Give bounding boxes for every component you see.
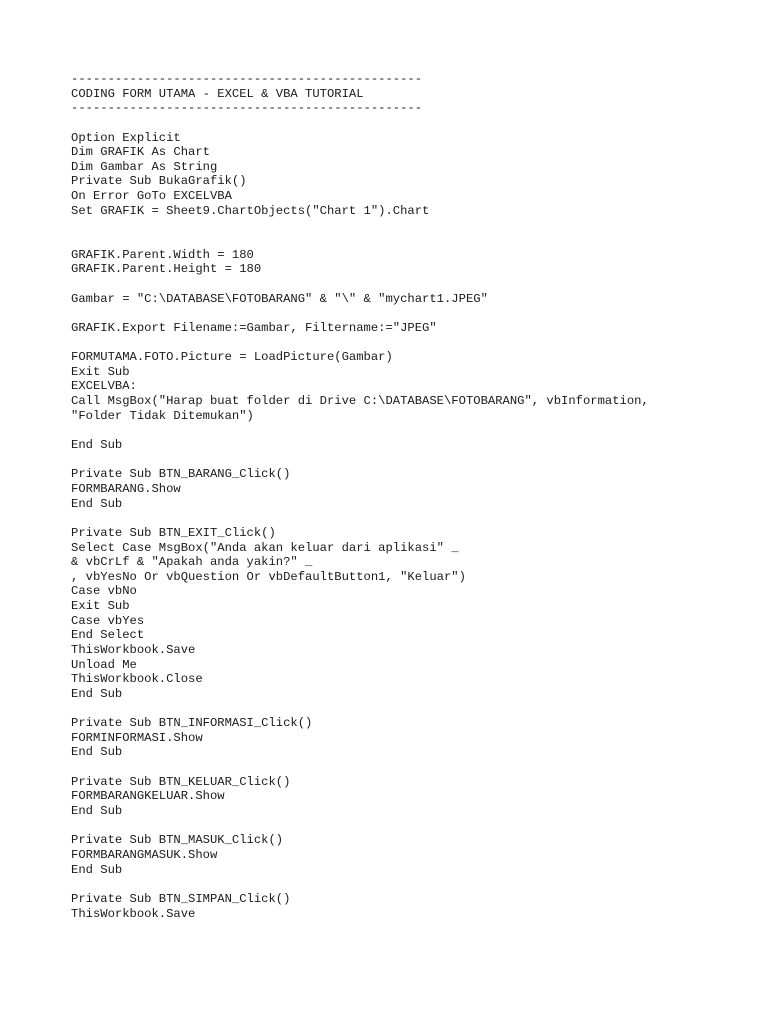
code-line: End Sub bbox=[71, 862, 123, 877]
blank-line bbox=[71, 760, 751, 775]
blank-line bbox=[71, 116, 751, 131]
blank-line bbox=[71, 877, 751, 892]
blank-line bbox=[71, 336, 751, 351]
code-line: FORMBARANG.Show bbox=[71, 481, 181, 496]
blank-line bbox=[71, 306, 751, 321]
code-line: Private Sub BTN_KELUAR_Click() bbox=[71, 774, 291, 789]
blank-line bbox=[71, 511, 751, 526]
code-line: Case vbYes bbox=[71, 613, 145, 628]
code-line: On Error GoTo EXCELVBA bbox=[71, 189, 232, 204]
code-line: End Select bbox=[71, 628, 145, 643]
code-line: FORMUTAMA.FOTO.Picture = LoadPicture(Gambar) bbox=[71, 350, 393, 365]
code-line: End Sub bbox=[71, 496, 123, 511]
code-line: Case vbNo bbox=[71, 584, 137, 599]
code-line: FORMBARANGKELUAR.Show bbox=[71, 789, 225, 804]
code-line: End Sub bbox=[71, 804, 123, 819]
code-line: FORMINFORMASI.Show bbox=[71, 730, 203, 745]
code-line: Private Sub BukaGrafik() bbox=[71, 174, 247, 189]
code-line: Call MsgBox("Harap buat folder di Drive C:\DATABASE\FOTOBARANG", vbInformation, bbox=[71, 394, 649, 409]
code-line: FORMBARANGMASUK.Show bbox=[71, 847, 218, 862]
code-line: Private Sub BTN_INFORMASI_Click() bbox=[71, 716, 313, 731]
code-line: Dim GRAFIK As Chart bbox=[71, 145, 210, 160]
code-line: Select Case MsgBox("Anda akan keluar dari aplikasi" _ bbox=[71, 540, 459, 555]
code-line: "Folder Tidak Ditemukan") bbox=[71, 408, 254, 423]
blank-line bbox=[71, 453, 751, 468]
code-line: Private Sub BTN_SIMPAN_Click() bbox=[71, 891, 291, 906]
code-line: ------------------------------------------------ bbox=[71, 101, 423, 116]
code-line: End Sub bbox=[71, 686, 123, 701]
code-line: GRAFIK.Export Filename:=Gambar, Filtername:="JPEG" bbox=[71, 320, 437, 335]
code-line: CODING FORM UTAMA - EXCEL & VBA TUTORIAL bbox=[71, 86, 364, 101]
code-line: Exit Sub bbox=[71, 599, 130, 614]
code-line: Private Sub BTN_BARANG_Click() bbox=[71, 467, 291, 482]
code-line: Exit Sub bbox=[71, 364, 130, 379]
code-line: Dim Gambar As String bbox=[71, 159, 218, 174]
code-line: Private Sub BTN_EXIT_Click() bbox=[71, 525, 276, 540]
code-line: Unload Me bbox=[71, 657, 137, 672]
blank-line bbox=[71, 233, 751, 248]
code-line: End Sub bbox=[71, 745, 123, 760]
code-line: Gambar = "C:\DATABASE\FOTOBARANG" & "\" & "mychart1.JPEG" bbox=[71, 291, 488, 306]
blank-line bbox=[71, 218, 751, 233]
code-line: ThisWorkbook.Save bbox=[71, 642, 196, 657]
code-line: ThisWorkbook.Save bbox=[71, 906, 196, 921]
code-listing bbox=[71, 72, 751, 921]
code-line: & vbCrLf & "Apakah anda yakin?" _ bbox=[71, 555, 313, 570]
code-line: , vbYesNo Or vbQuestion Or vbDefaultButton1, "Keluar") bbox=[71, 569, 466, 584]
code-line: Option Explicit bbox=[71, 130, 181, 145]
code-line: ------------------------------------------------ bbox=[71, 72, 423, 86]
code-line: GRAFIK.Parent.Width = 180 bbox=[71, 247, 254, 262]
blank-line bbox=[71, 277, 751, 292]
code-line: Set GRAFIK = Sheet9.ChartObjects("Chart 1").Chart bbox=[71, 203, 430, 218]
code-line: EXCELVBA: bbox=[71, 379, 137, 394]
blank-line bbox=[71, 702, 751, 717]
blank-line bbox=[71, 423, 751, 438]
blank-line bbox=[71, 819, 751, 834]
code-line: GRAFIK.Parent.Height = 180 bbox=[71, 262, 262, 277]
code-line: Private Sub BTN_MASUK_Click() bbox=[71, 833, 284, 848]
code-line: ThisWorkbook.Close bbox=[71, 672, 203, 687]
code-line: End Sub bbox=[71, 438, 123, 453]
